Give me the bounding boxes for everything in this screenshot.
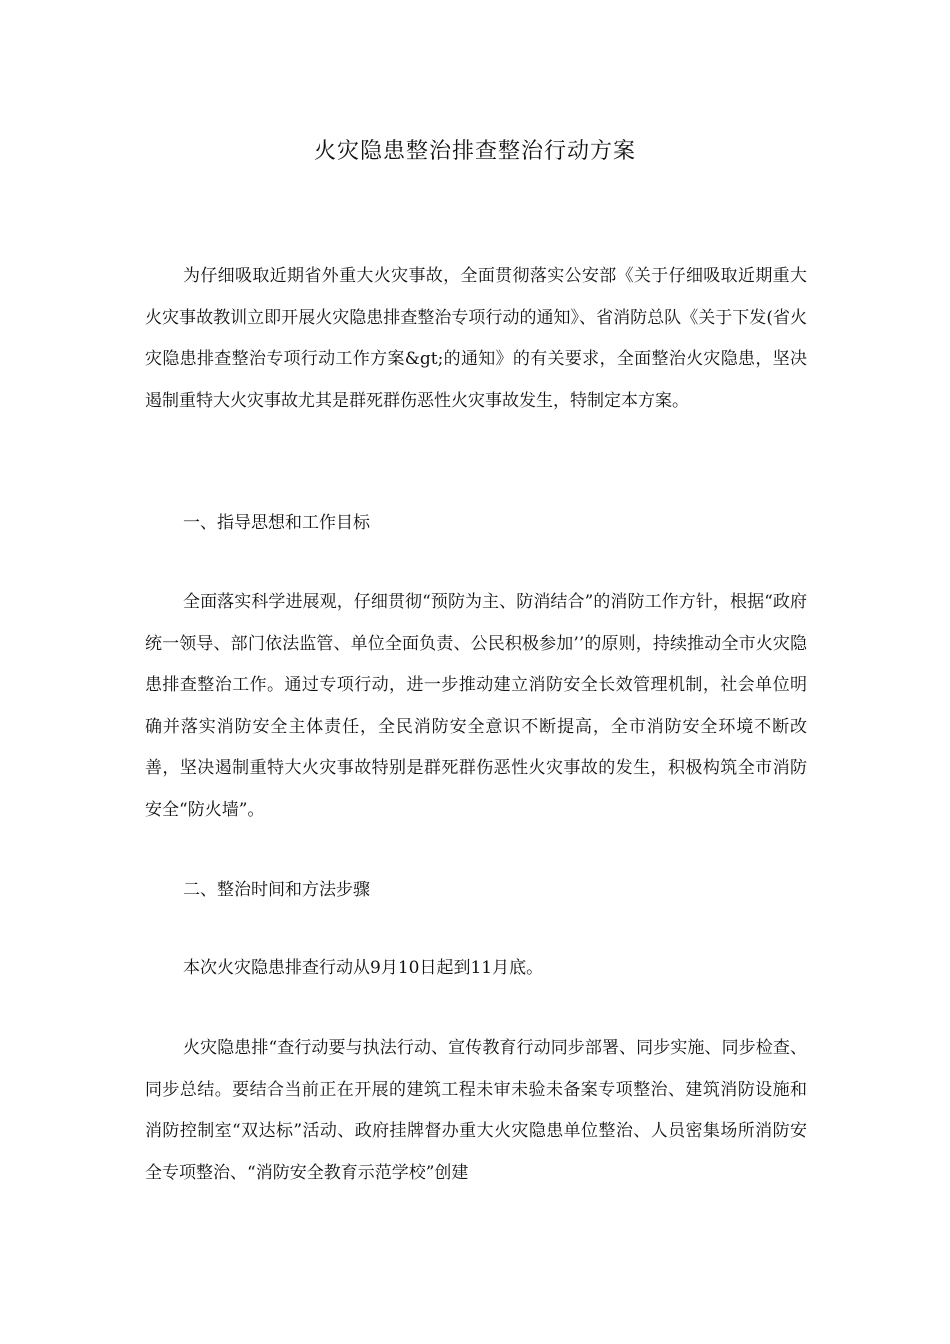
section-heading-time-and-steps: 二、整治时间和方法步骤 xyxy=(183,880,370,900)
section-heading-guiding-ideology: 一、指导思想和工作目标 xyxy=(183,513,370,533)
time-range-paragraph: 本次火灾隐患排查行动从9月10日起到11月底。 xyxy=(183,958,544,978)
guiding-ideology-paragraph: 全面落实科学进展观，仔细贯彻“预防为主、防消结合”的消防工作方针，根据“政府统一领导、部门依法监管、单位全面负责、公民积极参加’’的原则，持续推动全市火灾隐患排查整治工作。通过专项行动，进一步推动建立消防安全长效管理机制，社会单位明确并落实消防安全主体责任，全民消防安全意识不断提高，全市消防安全环境不断改善，坚决遏制重特大火灾事故特别是群死群伤恶性火灾事故的发生，积极构筑全市消防安全“防火墙”。 xyxy=(145,592,807,820)
intro-paragraph: 为仔细吸取近期省外重大火灾事故，全面贯彻落实公安部《关于仔细吸取近期重大火灾事故教训立即开展火灾隐患排查整治专项行动的通知》、省消防总队《关于下发(省火灾隐患排查整治专项行动工作方案&gt;的通知》的有关要求，全面整治火灾隐患，坚决遏制重特大火灾事故尤其是群死群伤恶性火灾事故发生，特制定本方案。 xyxy=(145,266,807,411)
coordination-paragraph: 火灾隐患排“查行动要与执法行动、宣传教育行动同步部署、同步实施、同步检查、同步总结。要结合当前正在开展的建筑工程未审未验未备案专项整治、建筑消防设施和消防控制室“双达标”活动、政府挂牌督办重大火灾隐患单位整治、人员密集场所消防安全专项整治、“消防安全教育示范学校”创建 xyxy=(145,1038,807,1183)
document-title: 火灾隐患整治排查整治行动方案 xyxy=(313,139,636,164)
